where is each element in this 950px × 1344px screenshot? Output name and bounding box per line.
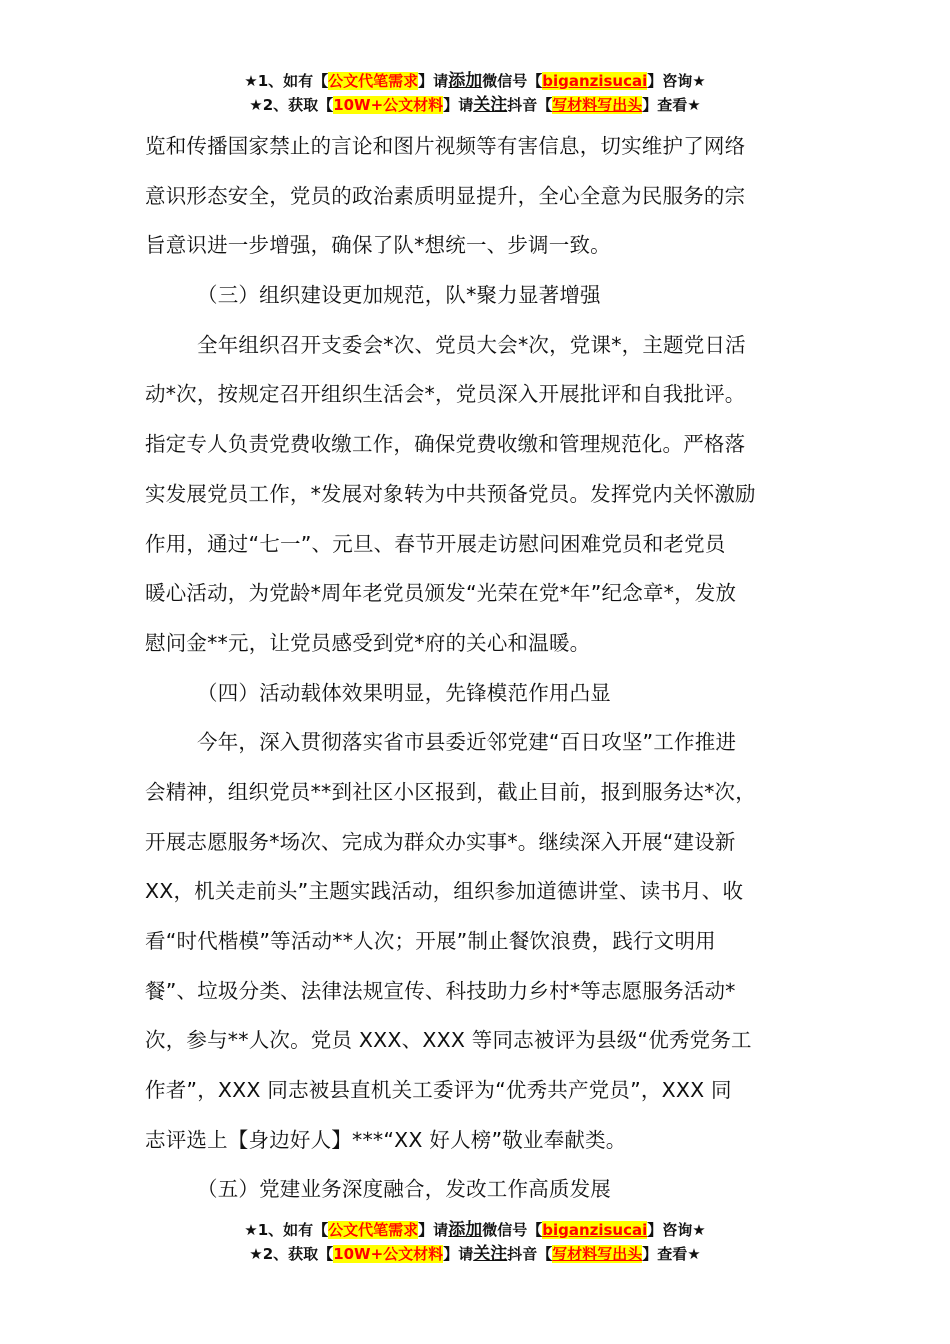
text: 微信号【 bbox=[482, 1221, 543, 1239]
douyin-id[interactable]: 写材料写出头 bbox=[552, 96, 643, 114]
promo-line-2 bbox=[0, 93, 950, 117]
emphasis-follow: 关注 bbox=[473, 1244, 508, 1264]
wechat-id[interactable]: biganzisucai bbox=[542, 72, 648, 90]
paragraph-line: 意识形态安全，党员的政治素质明显提升，全心全意为民服务的宗 bbox=[145, 183, 746, 208]
paragraph-line: 览和传播国家禁止的言论和图片视频等有害信息，切实维护了网络 bbox=[145, 134, 746, 158]
paragraph-line: 作用，通过“七一”、元旦、春节开展走访慰问困难党员和老党员 bbox=[145, 531, 726, 556]
text: 】咨询★ bbox=[647, 72, 706, 90]
text: 】咨询★ bbox=[647, 1221, 706, 1239]
text: 】请 bbox=[418, 72, 449, 90]
emphasis-follow: 关注 bbox=[473, 95, 508, 115]
paragraph-line: 动*次，按规定召开组织生活会*，党员深入开展批评和自我批评。 bbox=[145, 382, 746, 407]
text: 】请 bbox=[443, 96, 474, 114]
paragraph-line: 看“时代楷模”等活动**人次；开展”制止餐饮浪费，践行文明用 bbox=[145, 929, 716, 953]
paragraph-line-indented: 今年，深入贯彻落实省市县委近邻党建“百日攻坚”工作推进 bbox=[197, 730, 737, 755]
paragraph-line: 实发展党员工作，*发展对象转为中共预备党员。发挥党内关怀激励 bbox=[145, 481, 756, 506]
text: ★2、获取【 bbox=[249, 1245, 334, 1263]
paragraph-line-indented: （四）活动载体效果明显，先锋模范作用凸显 bbox=[197, 680, 611, 705]
paragraph-line-indented: 全年组织召开支委会*次、党员大会*次，党课*，主题党日活 bbox=[197, 332, 746, 357]
emphasis-add: 添加 bbox=[448, 1220, 483, 1240]
paragraph-line: 旨意识进一步增强，确保了队*想统一、步调一致。 bbox=[145, 233, 611, 258]
paragraph-line: 餐”、垃圾分类、法律法规宣传、科技助力乡村*等志愿服务活动* bbox=[145, 978, 736, 1003]
highlight-materials: 10W+公文材料 bbox=[333, 1245, 444, 1263]
text: ★2、获取【 bbox=[249, 96, 334, 114]
document-body bbox=[145, 122, 815, 1215]
paragraph-line: 暖心活动，为党龄*周年老党员颁发“光荣在党*年”纪念章*，发放 bbox=[145, 581, 737, 606]
text: 】查看★ bbox=[642, 1245, 701, 1263]
highlight-materials: 10W+公文材料 bbox=[333, 96, 444, 114]
promo-line-1 bbox=[0, 69, 950, 93]
promo-line-1 bbox=[0, 1218, 950, 1242]
paragraph-line: XX，机关走前头”主题实践活动，组织参加道德讲堂、读书月、收 bbox=[145, 879, 744, 904]
paragraph-line: 会精神，组织党员**到社区小区报到，截止目前，报到服务达*次， bbox=[145, 779, 756, 804]
promo-line-2 bbox=[0, 1242, 950, 1266]
text: ★1、如有【 bbox=[244, 72, 329, 90]
text: 】请 bbox=[418, 1221, 449, 1239]
paragraph-line: 开展志愿服务*场次、完成为群众办实事*。继续深入开展“建设新 bbox=[145, 829, 736, 854]
emphasis-add: 添加 bbox=[448, 71, 483, 91]
paragraph-line-indented: （三）组织建设更加规范，队*聚力显著增强 bbox=[197, 283, 601, 308]
highlight-service: 公文代笔需求 bbox=[328, 72, 419, 90]
paragraph-line: 慰问金**元，让党员感受到党*府的关心和温暖。 bbox=[145, 630, 591, 655]
highlight-service: 公文代笔需求 bbox=[328, 1221, 419, 1239]
text: 抖音【 bbox=[507, 1245, 553, 1263]
promo-banner-bottom bbox=[0, 1218, 950, 1266]
text: 抖音【 bbox=[507, 96, 553, 114]
text: 微信号【 bbox=[482, 72, 543, 90]
text: ★1、如有【 bbox=[244, 1221, 329, 1239]
douyin-id[interactable]: 写材料写出头 bbox=[552, 1245, 643, 1263]
paragraph-line: 作者”，XXX 同志被县直机关工委评为“优秀共产党员”，XXX 同 bbox=[145, 1078, 732, 1103]
text: 】请 bbox=[443, 1245, 474, 1263]
wechat-id[interactable]: biganzisucai bbox=[542, 1221, 648, 1239]
paragraph-line: 次，参与**人次。党员 XXX、XXX 等同志被评为县级“优秀党务工 bbox=[145, 1028, 752, 1053]
paragraph-line: 指定专人负责党费收缴工作，确保党费收缴和管理规范化。严格落 bbox=[145, 432, 746, 457]
paragraph-line-indented: （五）党建业务深度融合，发改工作高质发展 bbox=[197, 1177, 611, 1202]
paragraph-line: 志评选上【身边好人】***“XX 好人榜”敬业奉献类。 bbox=[145, 1127, 627, 1152]
text: 】查看★ bbox=[642, 96, 701, 114]
promo-banner-top bbox=[0, 69, 950, 117]
